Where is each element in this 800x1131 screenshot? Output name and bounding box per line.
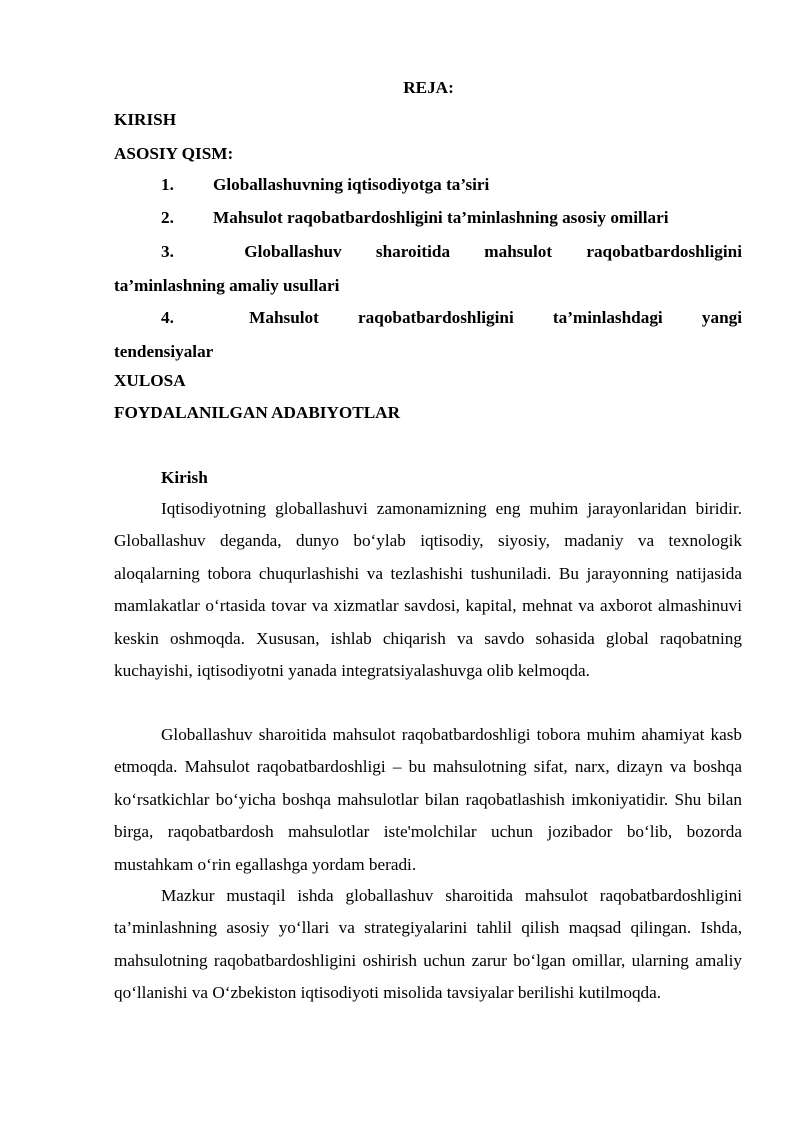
- plan-item-word: raqobatbardoshligini: [586, 242, 742, 261]
- conclusion-heading: XULOSA: [114, 371, 186, 390]
- plan-item-number: 4.: [161, 308, 174, 327]
- plan-item-number: 1.: [161, 175, 174, 194]
- plan-item-word: sharoitida: [375, 242, 451, 261]
- plan-item-word: mahsulot: [484, 242, 553, 261]
- plan-item-number: 3.: [161, 242, 174, 261]
- plan-item-continuation: ta’minlashning amaliy usullari: [114, 275, 340, 295]
- paragraph: Globallashuv sharoitida mahsulot raqobatbardoshligi tobora muhim ahamiyat kasb etmoqda. Mahsulot raqobatbardoshligi – bu mahsulotning sifat, narx, dizayn va boshqa ko‘rsatkichlar bo‘yicha boshqa mahsulotlar bilan raqobatlashish imkoniyatidir. Shu bilan birga, raqobatbardosh mahsulotlar iste'molchilar uchun jozibador bo‘lib, bozorda mustahkam o‘rin egallashga yordam beradi.: [114, 725, 742, 874]
- plan-item: [114, 168, 742, 202]
- paragraph: Iqtisodiyotning globallashuvi zamonamizning eng muhim jarayonlaridan biridir. Globallashuv deganda, dunyo bo‘ylab iqtisodiy, siyosiy, madaniy va texnologik aloqalarning tobora chuqurlashishi va tezlashishi tushuniladi. Bu jarayonning natijasida mamlakatlar o‘rtasida tovar va xizmatlar savdosi, kapital, mehnat va axborot almashinuvi keskin oshmoqda. Xususan, ishlab chiqarish va savdo sohasida global raqobatning kuchayishi, iqtisodiyotni yanada integratsiyalashuvga olib kelmoqda.: [114, 499, 742, 681]
- plan-item-word: Globallashuv: [244, 242, 342, 261]
- plan-item: [114, 201, 742, 235]
- references-heading: FOYDALANILGAN ADABIYOTLAR: [114, 403, 401, 422]
- paragraph: Mazkur mustaqil ishda globallashuv sharoitida mahsulot raqobatbardoshligini ta’minlashning asosiy yo‘llari va strategiyalarini tahlil qilish maqsad qilingan. Ishda, mahsulotning raqobatbardoshligini oshirish uchun zarur bo‘lgan omillar, ularning amaliy qo‘llanishi va O‘zbekiston iqtisodiyoti misolida tavsiyalar berilishi kutilmoqda.: [114, 886, 742, 1003]
- plan-item-word: Mahsulot: [249, 308, 319, 327]
- intro-heading: KIRISH: [114, 110, 177, 129]
- plan-title: REJA:: [403, 78, 454, 97]
- plan-item-number: 2.: [161, 208, 174, 227]
- plan-item-word: ta’minlashdagi: [552, 308, 663, 327]
- main-part-heading: ASOSIY QISM:: [114, 144, 234, 163]
- plan-item-word: yangi: [701, 308, 742, 327]
- plan-item-continuation: tendensiyalar: [114, 341, 214, 361]
- plan-item: [114, 235, 742, 302]
- plan-item-text: Globallashuvning iqtisodiyotga ta’siri: [213, 175, 490, 194]
- plan-item-text: Mahsulot raqobatbardoshligini ta’minlashning asosiy omillari: [213, 208, 669, 227]
- plan-item: [114, 301, 742, 368]
- plan-item-word: raqobatbardoshligini: [358, 308, 514, 327]
- section-heading: Kirish: [161, 468, 208, 487]
